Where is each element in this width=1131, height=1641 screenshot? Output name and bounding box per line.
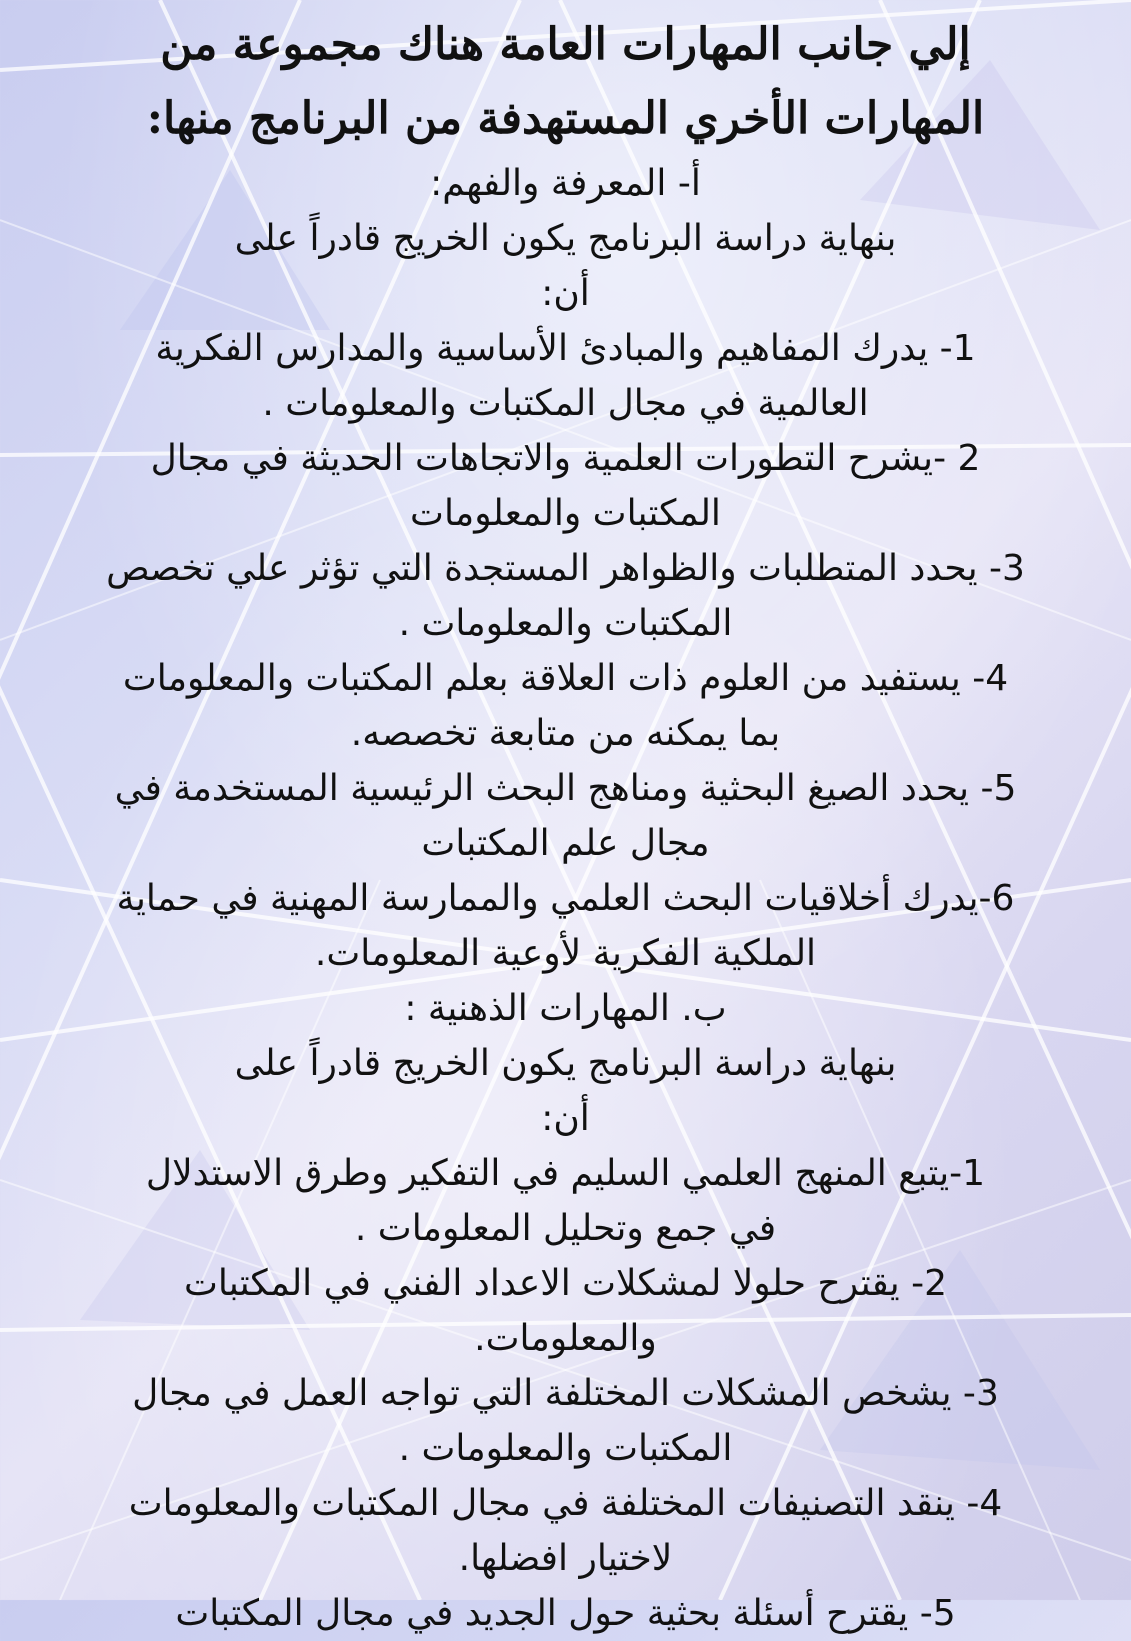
item-b4-line-1: 4- ينقد التصنيفات المختلفة في مجال المكتبات والمعلومات [128, 1483, 1003, 1524]
item-b3-line-1: 3- يشخص المشكلات المختلفة التي تواجه العمل في مجال [132, 1373, 999, 1414]
section-b-heading: ب. المهارات الذهنية : [404, 988, 727, 1029]
item-b2-line-2: والمعلومات. [474, 1318, 657, 1359]
item-a2-line-2: المكتبات والمعلومات [410, 493, 721, 534]
item-a3-line-2: المكتبات والمعلومات . [398, 603, 733, 644]
list-item [4, 1366, 1127, 1476]
list-item [4, 541, 1127, 651]
section-a-intro-line-2: أن: [541, 273, 590, 314]
headline-line-1: إلي جانب المهارات العامة هناك مجموعة من [160, 19, 971, 70]
list-item [4, 321, 1127, 431]
document-body [0, 156, 1131, 1641]
list-item [4, 1256, 1127, 1366]
item-a5-line-2: مجال علم المكتبات [421, 823, 710, 864]
list-item [4, 871, 1127, 981]
item-a2-line-1: 2 -يشرح التطورات العلمية والاتجاهات الحديثة في مجال [150, 438, 981, 479]
headline-line-2: المهارات الأخري المستهدفة من البرنامج منها: [146, 93, 985, 144]
item-b5-line-1: 5- يقترح أسئلة بحثية حول الجديد في مجال المكتبات [175, 1593, 956, 1634]
list-item [4, 431, 1127, 541]
item-b2-line-1: 2- يقترح حلولا لمشكلات الاعداد الفني في المكتبات [183, 1263, 948, 1304]
item-a4-line-2: بما يمكنه من متابعة تخصصه. [350, 713, 781, 754]
list-item [4, 1586, 1127, 1641]
item-a3-line-1: 3- يحدد المتطلبات والظواهر المستجدة التي تؤثر علي تخصص [106, 548, 1025, 589]
section-knowledge-understanding [4, 156, 1127, 981]
item-b3-line-2: المكتبات والمعلومات . [398, 1428, 733, 1469]
item-a4-line-1: 4- يستفيد من العلوم ذات العلاقة بعلم المكتبات والمعلومات [122, 658, 1009, 699]
section-b-intro-line-2: أن: [541, 1098, 590, 1139]
list-item [4, 1476, 1127, 1586]
section-b-intro-line-1: بنهاية دراسة البرنامج يكون الخريج قادراً على [234, 1043, 897, 1084]
section-a-heading: أ- المعرفة والفهم: [430, 163, 701, 204]
section-mental-skills [4, 981, 1127, 1641]
item-a1-line-2: العالمية في مجال المكتبات والمعلومات . [262, 383, 869, 424]
section-a-intro-line-1: بنهاية دراسة البرنامج يكون الخريج قادراً على [234, 218, 897, 259]
item-b1-line-1: 1-يتبع المنهج العلمي السليم في التفكير وطرق الاستدلال [145, 1153, 986, 1194]
item-a6-line-1: 6-يدرك أخلاقيات البحث العلمي والممارسة المهنية في حماية [116, 878, 1015, 919]
item-a5-line-1: 5- يحدد الصيغ البحثية ومناهج البحث الرئيسية المستخدمة في [114, 768, 1017, 809]
item-b1-line-2: في جمع وتحليل المعلومات . [354, 1208, 777, 1249]
list-item [4, 651, 1127, 761]
item-a1-line-1: 1- يدرك المفاهيم والمبادئ الأساسية والمدارس الفكرية [155, 328, 976, 369]
document-headline [0, 0, 1131, 156]
list-item [4, 761, 1127, 871]
item-b4-line-2: لاختيار افضلها. [458, 1538, 673, 1579]
item-a6-line-2: الملكية الفكرية لأوعية المعلومات. [314, 933, 817, 974]
list-item [4, 1146, 1127, 1256]
